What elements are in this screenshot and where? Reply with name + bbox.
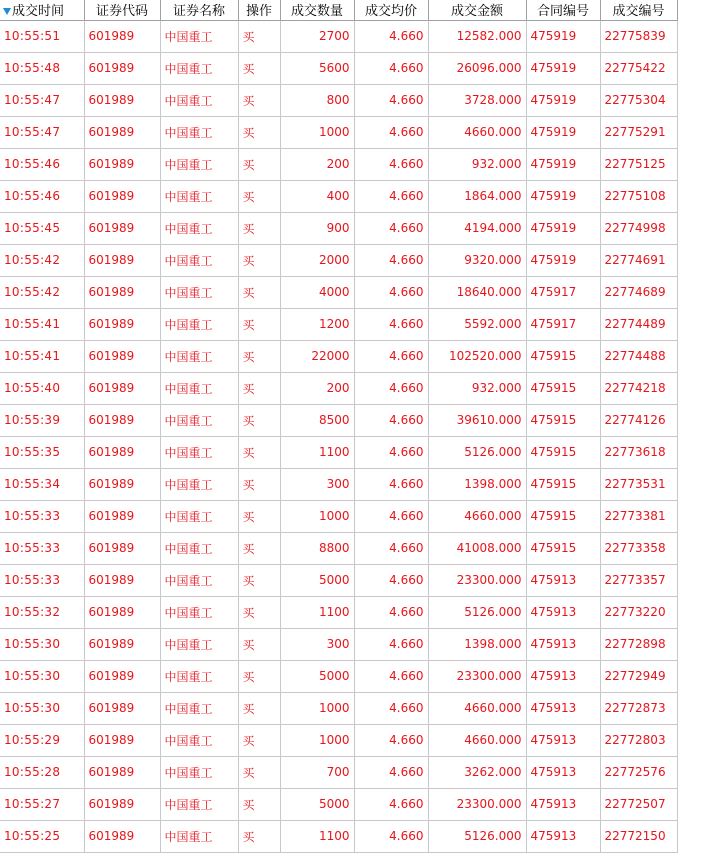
table-row[interactable] (0, 820, 677, 852)
cell-contract: 475919 (526, 180, 600, 212)
column-header-price[interactable]: 成交均价 (354, 0, 428, 20)
cell-price: 4.660 (354, 244, 428, 276)
cell-qty: 300 (280, 468, 354, 500)
cell-qty: 5000 (280, 660, 354, 692)
cell-deal: 22773531 (600, 468, 677, 500)
table-row[interactable] (0, 724, 677, 756)
table-row[interactable] (0, 692, 677, 724)
cell-qty: 1100 (280, 820, 354, 852)
table-row[interactable] (0, 52, 677, 84)
cell-amount: 5126.000 (428, 596, 526, 628)
cell-name: 中国重工 (160, 468, 238, 500)
cell-op: 买 (238, 180, 280, 212)
cell-contract: 475919 (526, 212, 600, 244)
table-row[interactable] (0, 596, 677, 628)
cell-price: 4.660 (354, 564, 428, 596)
cell-contract: 475913 (526, 724, 600, 756)
cell-op: 买 (238, 52, 280, 84)
cell-qty: 2700 (280, 20, 354, 52)
cell-code: 601989 (84, 756, 160, 788)
cell-amount: 1398.000 (428, 468, 526, 500)
cell-amount: 18640.000 (428, 276, 526, 308)
cell-code: 601989 (84, 596, 160, 628)
cell-code: 601989 (84, 372, 160, 404)
table-row[interactable] (0, 20, 677, 52)
cell-amount: 102520.000 (428, 340, 526, 372)
table-row[interactable] (0, 116, 677, 148)
cell-amount: 23300.000 (428, 564, 526, 596)
cell-op: 买 (238, 84, 280, 116)
cell-time: 10:55:46 (0, 148, 84, 180)
cell-name: 中国重工 (160, 596, 238, 628)
cell-qty: 200 (280, 148, 354, 180)
cell-op: 买 (238, 532, 280, 564)
cell-qty: 900 (280, 212, 354, 244)
cell-contract: 475913 (526, 660, 600, 692)
cell-contract: 475913 (526, 564, 600, 596)
cell-code: 601989 (84, 564, 160, 596)
cell-amount: 3728.000 (428, 84, 526, 116)
cell-time: 10:55:35 (0, 436, 84, 468)
table-row[interactable] (0, 500, 677, 532)
cell-op: 买 (238, 372, 280, 404)
table-row[interactable] (0, 148, 677, 180)
cell-name: 中国重工 (160, 20, 238, 52)
table-row[interactable] (0, 660, 677, 692)
cell-contract: 475915 (526, 532, 600, 564)
cell-deal: 22775108 (600, 180, 677, 212)
table-row[interactable] (0, 468, 677, 500)
table-row[interactable] (0, 372, 677, 404)
table-row[interactable] (0, 180, 677, 212)
cell-price: 4.660 (354, 628, 428, 660)
cell-op: 买 (238, 244, 280, 276)
cell-time: 10:55:46 (0, 180, 84, 212)
cell-name: 中国重工 (160, 756, 238, 788)
cell-name: 中国重工 (160, 788, 238, 820)
cell-amount: 12582.000 (428, 20, 526, 52)
cell-code: 601989 (84, 212, 160, 244)
cell-amount: 4194.000 (428, 212, 526, 244)
cell-op: 买 (238, 212, 280, 244)
cell-amount: 26096.000 (428, 52, 526, 84)
table-row[interactable] (0, 276, 677, 308)
cell-contract: 475915 (526, 500, 600, 532)
cell-code: 601989 (84, 84, 160, 116)
cell-name: 中国重工 (160, 660, 238, 692)
cell-time: 10:55:33 (0, 500, 84, 532)
cell-price: 4.660 (354, 532, 428, 564)
cell-op: 买 (238, 660, 280, 692)
cell-contract: 475919 (526, 148, 600, 180)
cell-time: 10:55:40 (0, 372, 84, 404)
cell-amount: 39610.000 (428, 404, 526, 436)
cell-code: 601989 (84, 820, 160, 852)
cell-qty: 1000 (280, 116, 354, 148)
cell-op: 买 (238, 468, 280, 500)
cell-code: 601989 (84, 116, 160, 148)
cell-contract: 475915 (526, 468, 600, 500)
cell-price: 4.660 (354, 820, 428, 852)
cell-time: 10:55:28 (0, 756, 84, 788)
cell-time: 10:55:47 (0, 116, 84, 148)
cell-name: 中国重工 (160, 628, 238, 660)
cell-time: 10:55:41 (0, 308, 84, 340)
cell-code: 601989 (84, 788, 160, 820)
cell-name: 中国重工 (160, 372, 238, 404)
cell-op: 买 (238, 596, 280, 628)
cell-deal: 22773381 (600, 500, 677, 532)
cell-price: 4.660 (354, 788, 428, 820)
cell-qty: 5000 (280, 564, 354, 596)
cell-contract: 475917 (526, 308, 600, 340)
cell-code: 601989 (84, 20, 160, 52)
cell-code: 601989 (84, 276, 160, 308)
column-header-time[interactable] (0, 0, 84, 20)
cell-price: 4.660 (354, 84, 428, 116)
cell-price: 4.660 (354, 500, 428, 532)
cell-time: 10:55:30 (0, 660, 84, 692)
cell-code: 601989 (84, 180, 160, 212)
cell-qty: 8500 (280, 404, 354, 436)
cell-contract: 475915 (526, 436, 600, 468)
trade-rows (0, 20, 677, 852)
table-row[interactable] (0, 436, 677, 468)
cell-code: 601989 (84, 244, 160, 276)
cell-name: 中国重工 (160, 148, 238, 180)
cell-qty: 5000 (280, 788, 354, 820)
cell-amount: 1398.000 (428, 628, 526, 660)
cell-time: 10:55:33 (0, 564, 84, 596)
cell-contract: 475913 (526, 820, 600, 852)
cell-code: 601989 (84, 436, 160, 468)
cell-code: 601989 (84, 52, 160, 84)
cell-code: 601989 (84, 340, 160, 372)
cell-deal: 22772576 (600, 756, 677, 788)
cell-name: 中国重工 (160, 692, 238, 724)
cell-amount: 23300.000 (428, 660, 526, 692)
cell-name: 中国重工 (160, 276, 238, 308)
cell-time: 10:55:51 (0, 20, 84, 52)
column-header-op[interactable]: 操作 (238, 0, 280, 20)
cell-time: 10:55:33 (0, 532, 84, 564)
cell-code: 601989 (84, 628, 160, 660)
cell-deal: 22775422 (600, 52, 677, 84)
cell-price: 4.660 (354, 372, 428, 404)
cell-deal: 22773220 (600, 596, 677, 628)
cell-contract: 475913 (526, 756, 600, 788)
cell-deal: 22772150 (600, 820, 677, 852)
table-row[interactable] (0, 756, 677, 788)
cell-op: 买 (238, 692, 280, 724)
cell-name: 中国重工 (160, 116, 238, 148)
cell-time: 10:55:30 (0, 628, 84, 660)
cell-name: 中国重工 (160, 308, 238, 340)
cell-code: 601989 (84, 500, 160, 532)
cell-op: 买 (238, 276, 280, 308)
cell-time: 10:55:48 (0, 52, 84, 84)
cell-amount: 23300.000 (428, 788, 526, 820)
cell-contract: 475917 (526, 276, 600, 308)
table-row[interactable] (0, 244, 677, 276)
cell-deal: 22772873 (600, 692, 677, 724)
cell-price: 4.660 (354, 756, 428, 788)
cell-price: 4.660 (354, 148, 428, 180)
cell-name: 中国重工 (160, 564, 238, 596)
table-row[interactable] (0, 308, 677, 340)
cell-code: 601989 (84, 148, 160, 180)
cell-amount: 4660.000 (428, 692, 526, 724)
cell-code: 601989 (84, 692, 160, 724)
cell-deal: 22774126 (600, 404, 677, 436)
table-row[interactable] (0, 532, 677, 564)
cell-contract: 475919 (526, 52, 600, 84)
sort-down-icon (3, 8, 11, 15)
cell-op: 买 (238, 628, 280, 660)
cell-name: 中国重工 (160, 84, 238, 116)
cell-op: 买 (238, 436, 280, 468)
cell-price: 4.660 (354, 276, 428, 308)
cell-deal: 22774218 (600, 372, 677, 404)
cell-deal: 22775839 (600, 20, 677, 52)
cell-time: 10:55:32 (0, 596, 84, 628)
cell-price: 4.660 (354, 340, 428, 372)
cell-qty: 400 (280, 180, 354, 212)
cell-code: 601989 (84, 308, 160, 340)
cell-code: 601989 (84, 532, 160, 564)
cell-op: 买 (238, 500, 280, 532)
cell-time: 10:55:41 (0, 340, 84, 372)
table-row[interactable] (0, 788, 677, 820)
cell-name: 中国重工 (160, 340, 238, 372)
cell-time: 10:55:47 (0, 84, 84, 116)
cell-code: 601989 (84, 468, 160, 500)
cell-deal: 22773357 (600, 564, 677, 596)
column-header-amount[interactable]: 成交金额 (428, 0, 526, 20)
cell-time: 10:55:27 (0, 788, 84, 820)
cell-deal: 22773618 (600, 436, 677, 468)
cell-qty: 800 (280, 84, 354, 116)
cell-contract: 475913 (526, 788, 600, 820)
cell-qty: 8800 (280, 532, 354, 564)
header-row (0, 0, 677, 20)
cell-qty: 22000 (280, 340, 354, 372)
cell-time: 10:55:34 (0, 468, 84, 500)
cell-name: 中国重工 (160, 436, 238, 468)
cell-name: 中国重工 (160, 180, 238, 212)
cell-qty: 1000 (280, 500, 354, 532)
cell-price: 4.660 (354, 308, 428, 340)
cell-amount: 5126.000 (428, 820, 526, 852)
cell-time: 10:55:39 (0, 404, 84, 436)
cell-qty: 4000 (280, 276, 354, 308)
cell-deal: 22772949 (600, 660, 677, 692)
cell-contract: 475919 (526, 20, 600, 52)
cell-time: 10:55:29 (0, 724, 84, 756)
cell-contract: 475913 (526, 596, 600, 628)
table-row[interactable] (0, 564, 677, 596)
table-row[interactable] (0, 628, 677, 660)
cell-deal: 22774488 (600, 340, 677, 372)
cell-price: 4.660 (354, 180, 428, 212)
cell-deal: 22775304 (600, 84, 677, 116)
cell-deal: 22772803 (600, 724, 677, 756)
cell-amount: 41008.000 (428, 532, 526, 564)
cell-amount: 1864.000 (428, 180, 526, 212)
cell-amount: 9320.000 (428, 244, 526, 276)
cell-code: 601989 (84, 660, 160, 692)
cell-op: 买 (238, 564, 280, 596)
cell-price: 4.660 (354, 116, 428, 148)
cell-qty: 1200 (280, 308, 354, 340)
cell-op: 买 (238, 820, 280, 852)
column-header-name[interactable]: 证券名称 (160, 0, 238, 20)
cell-qty: 2000 (280, 244, 354, 276)
cell-op: 买 (238, 116, 280, 148)
cell-op: 买 (238, 20, 280, 52)
cell-qty: 1000 (280, 692, 354, 724)
cell-amount: 5592.000 (428, 308, 526, 340)
cell-deal: 22774998 (600, 212, 677, 244)
cell-qty: 1000 (280, 724, 354, 756)
cell-price: 4.660 (354, 436, 428, 468)
cell-time: 10:55:25 (0, 820, 84, 852)
cell-price: 4.660 (354, 692, 428, 724)
cell-op: 买 (238, 308, 280, 340)
cell-deal: 22775125 (600, 148, 677, 180)
cell-deal: 22775291 (600, 116, 677, 148)
cell-price: 4.660 (354, 724, 428, 756)
cell-name: 中国重工 (160, 500, 238, 532)
cell-price: 4.660 (354, 404, 428, 436)
cell-contract: 475919 (526, 116, 600, 148)
cell-contract: 475913 (526, 628, 600, 660)
cell-deal: 22774689 (600, 276, 677, 308)
cell-code: 601989 (84, 404, 160, 436)
cell-amount: 932.000 (428, 148, 526, 180)
cell-time: 10:55:42 (0, 276, 84, 308)
cell-op: 买 (238, 788, 280, 820)
cell-contract: 475919 (526, 84, 600, 116)
cell-time: 10:55:30 (0, 692, 84, 724)
cell-name: 中国重工 (160, 404, 238, 436)
table-row[interactable] (0, 84, 677, 116)
cell-price: 4.660 (354, 212, 428, 244)
table-row[interactable] (0, 340, 677, 372)
column-header-label: 成交时间 (12, 4, 65, 20)
cell-op: 买 (238, 724, 280, 756)
cell-contract: 475919 (526, 244, 600, 276)
cell-qty: 5600 (280, 52, 354, 84)
cell-qty: 1100 (280, 596, 354, 628)
cell-op: 买 (238, 404, 280, 436)
cell-amount: 3262.000 (428, 756, 526, 788)
cell-qty: 200 (280, 372, 354, 404)
cell-amount: 932.000 (428, 372, 526, 404)
cell-deal: 22772507 (600, 788, 677, 820)
cell-amount: 4660.000 (428, 116, 526, 148)
cell-contract: 475913 (526, 692, 600, 724)
cell-op: 买 (238, 148, 280, 180)
cell-contract: 475915 (526, 340, 600, 372)
cell-name: 中国重工 (160, 244, 238, 276)
cell-deal: 22772898 (600, 628, 677, 660)
cell-price: 4.660 (354, 596, 428, 628)
column-header-code[interactable]: 证券代码 (84, 0, 160, 20)
table-row[interactable] (0, 404, 677, 436)
cell-time: 10:55:42 (0, 244, 84, 276)
column-header-qty[interactable]: 成交数量 (280, 0, 354, 20)
cell-name: 中国重工 (160, 724, 238, 756)
table-row[interactable] (0, 212, 677, 244)
cell-deal: 22774489 (600, 308, 677, 340)
cell-contract: 475915 (526, 404, 600, 436)
cell-amount: 4660.000 (428, 500, 526, 532)
cell-amount: 5126.000 (428, 436, 526, 468)
cell-time: 10:55:45 (0, 212, 84, 244)
cell-name: 中国重工 (160, 212, 238, 244)
column-header-deal[interactable]: 成交编号 (600, 0, 677, 20)
column-header-contract[interactable]: 合同编号 (526, 0, 600, 20)
cell-price: 4.660 (354, 52, 428, 84)
cell-price: 4.660 (354, 660, 428, 692)
cell-name: 中国重工 (160, 532, 238, 564)
cell-amount: 4660.000 (428, 724, 526, 756)
cell-deal: 22773358 (600, 532, 677, 564)
cell-price: 4.660 (354, 20, 428, 52)
cell-deal: 22774691 (600, 244, 677, 276)
cell-code: 601989 (84, 724, 160, 756)
cell-contract: 475915 (526, 372, 600, 404)
cell-op: 买 (238, 756, 280, 788)
cell-price: 4.660 (354, 468, 428, 500)
cell-qty: 1100 (280, 436, 354, 468)
cell-op: 买 (238, 340, 280, 372)
cell-name: 中国重工 (160, 820, 238, 852)
cell-qty: 300 (280, 628, 354, 660)
cell-qty: 700 (280, 756, 354, 788)
cell-name: 中国重工 (160, 52, 238, 84)
